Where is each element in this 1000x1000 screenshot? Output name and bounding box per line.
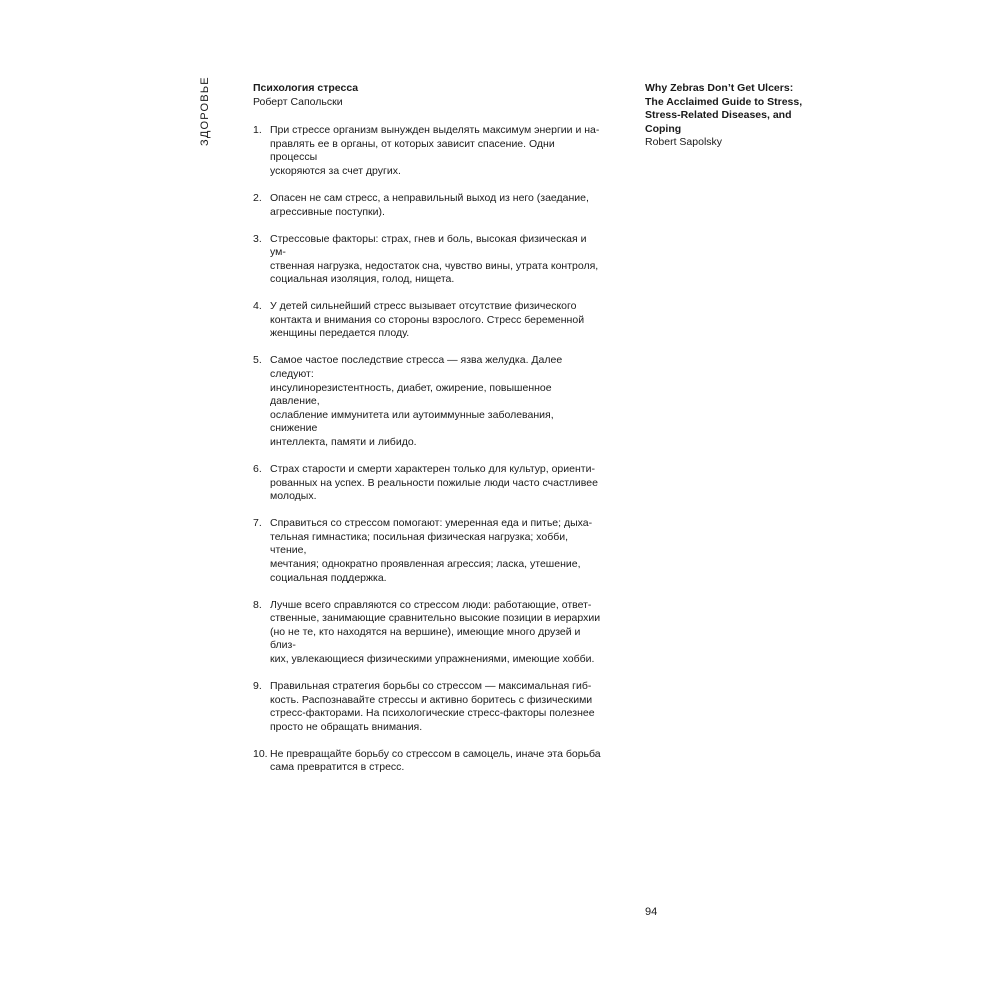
item-line: инсулинорезистентность, диабет, ожирение, повышенное давление, bbox=[270, 381, 552, 408]
list-item bbox=[253, 233, 603, 287]
original-title-line: The Acclaimed Guide to Stress, bbox=[645, 95, 803, 108]
item-line: рованных на успех. В реальности пожилые люди часто счастливее bbox=[270, 476, 598, 489]
item-number: 9. bbox=[253, 679, 262, 692]
item-line: социальная поддержка. bbox=[270, 571, 387, 584]
item-number: 3. bbox=[253, 232, 262, 245]
page-number: 94 bbox=[645, 906, 658, 918]
original-author: Robert Sapolsky bbox=[645, 136, 723, 149]
item-line: стресс-факторами. На психологические стресс-факторы полезнее bbox=[270, 707, 595, 720]
item-line: женщины передается плоду. bbox=[270, 327, 410, 340]
item-line: Лучше всего справляются со стрессом люди: работающие, ответ- bbox=[270, 598, 592, 611]
item-line: агрессивные поступки). bbox=[270, 205, 385, 218]
item-line: кость. Распознавайте стрессы и активно боритесь с физическими bbox=[270, 693, 593, 706]
item-line: Страх старости и смерти характерен только для культур, ориенти- bbox=[270, 463, 595, 476]
list-item bbox=[253, 463, 603, 504]
list-item bbox=[253, 599, 603, 667]
list-item bbox=[253, 124, 603, 178]
item-line: Опасен не сам стресс, а неправильный выход из него (заедание, bbox=[270, 191, 589, 204]
original-title-line: Stress-Related Diseases, and bbox=[645, 109, 792, 122]
list-item bbox=[253, 748, 603, 775]
item-number: 10. bbox=[253, 747, 268, 760]
item-number: 6. bbox=[253, 463, 262, 476]
list-item bbox=[253, 354, 603, 449]
item-line: Стрессовые факторы: страх, гнев и боль, высокая физическая и ум- bbox=[270, 232, 587, 259]
item-line: социальная изоляция, голод, нищета. bbox=[270, 273, 455, 286]
item-line: ственная нагрузка, недостаток сна, чувство вины, утрата контроля, bbox=[270, 259, 599, 272]
item-line: При стрессе организм вынужден выделять максимум энергии и на- bbox=[270, 124, 600, 137]
key-points-list bbox=[253, 124, 613, 775]
item-number: 7. bbox=[253, 517, 262, 530]
item-line: Справиться со стрессом помогают: умеренная еда и питье; дыха- bbox=[270, 517, 593, 530]
item-line: мечтания; однократно проявленная агрессия; ласка, утешение, bbox=[270, 557, 581, 570]
item-line: сама превратится в стресс. bbox=[270, 761, 405, 774]
item-line: интеллекта, памяти и либидо. bbox=[270, 436, 417, 449]
item-line: контакта и внимания со стороны взрослого. Стресс беременной bbox=[270, 313, 585, 326]
list-item bbox=[253, 192, 603, 219]
item-line: ускоряются за счет других. bbox=[270, 164, 401, 177]
summary-column bbox=[253, 82, 613, 788]
original-title-line: Why Zebras Don’t Get Ulcers: bbox=[645, 82, 794, 94]
item-line: У детей сильнейший стресс вызывает отсутствие физического bbox=[270, 300, 577, 313]
item-line: Не превращайте борьбу со стрессом в самоцель, иначе эта борьба bbox=[270, 747, 601, 760]
item-line: ственные, занимающие сравнительно высокие позиции в иерархии bbox=[270, 612, 601, 625]
list-item bbox=[253, 680, 603, 734]
item-line: тельная гимнастика; посильная физическая нагрузка; хобби, чтение, bbox=[270, 530, 569, 557]
item-line: Самое частое последствие стресса — язва желудка. Далее следуют: bbox=[270, 354, 563, 381]
book-title: Психология стресса bbox=[253, 82, 359, 94]
item-line: ких, увлекающиеся физическими упражнениями, имеющие хобби. bbox=[270, 652, 595, 665]
item-number: 5. bbox=[253, 354, 262, 367]
original-title bbox=[645, 82, 805, 136]
section-label: ЗДОРОВЬЕ bbox=[199, 76, 211, 146]
list-item bbox=[253, 300, 603, 341]
item-line: молодых. bbox=[270, 490, 317, 503]
item-line: правлять ее в органы, от которых зависит спасение. Одни процессы bbox=[270, 137, 555, 164]
item-number: 8. bbox=[253, 598, 262, 611]
item-line: Правильная стратегия борьбы со стрессом — максимальная гиб- bbox=[270, 679, 592, 692]
item-number: 4. bbox=[253, 300, 262, 313]
item-line: ослабление иммунитета или аутоиммунные заболевания, снижение bbox=[270, 408, 554, 435]
book-author: Роберт Сапольски bbox=[253, 95, 343, 108]
item-line: (но не те, кто находятся на вершине), имеющие много друзей и близ- bbox=[270, 625, 581, 652]
item-number: 2. bbox=[253, 191, 262, 204]
original-title-column bbox=[645, 82, 805, 150]
item-number: 1. bbox=[253, 124, 262, 137]
list-item bbox=[253, 517, 603, 585]
item-line: просто не обращать внимания. bbox=[270, 720, 423, 733]
original-title-line: Coping bbox=[645, 122, 682, 135]
